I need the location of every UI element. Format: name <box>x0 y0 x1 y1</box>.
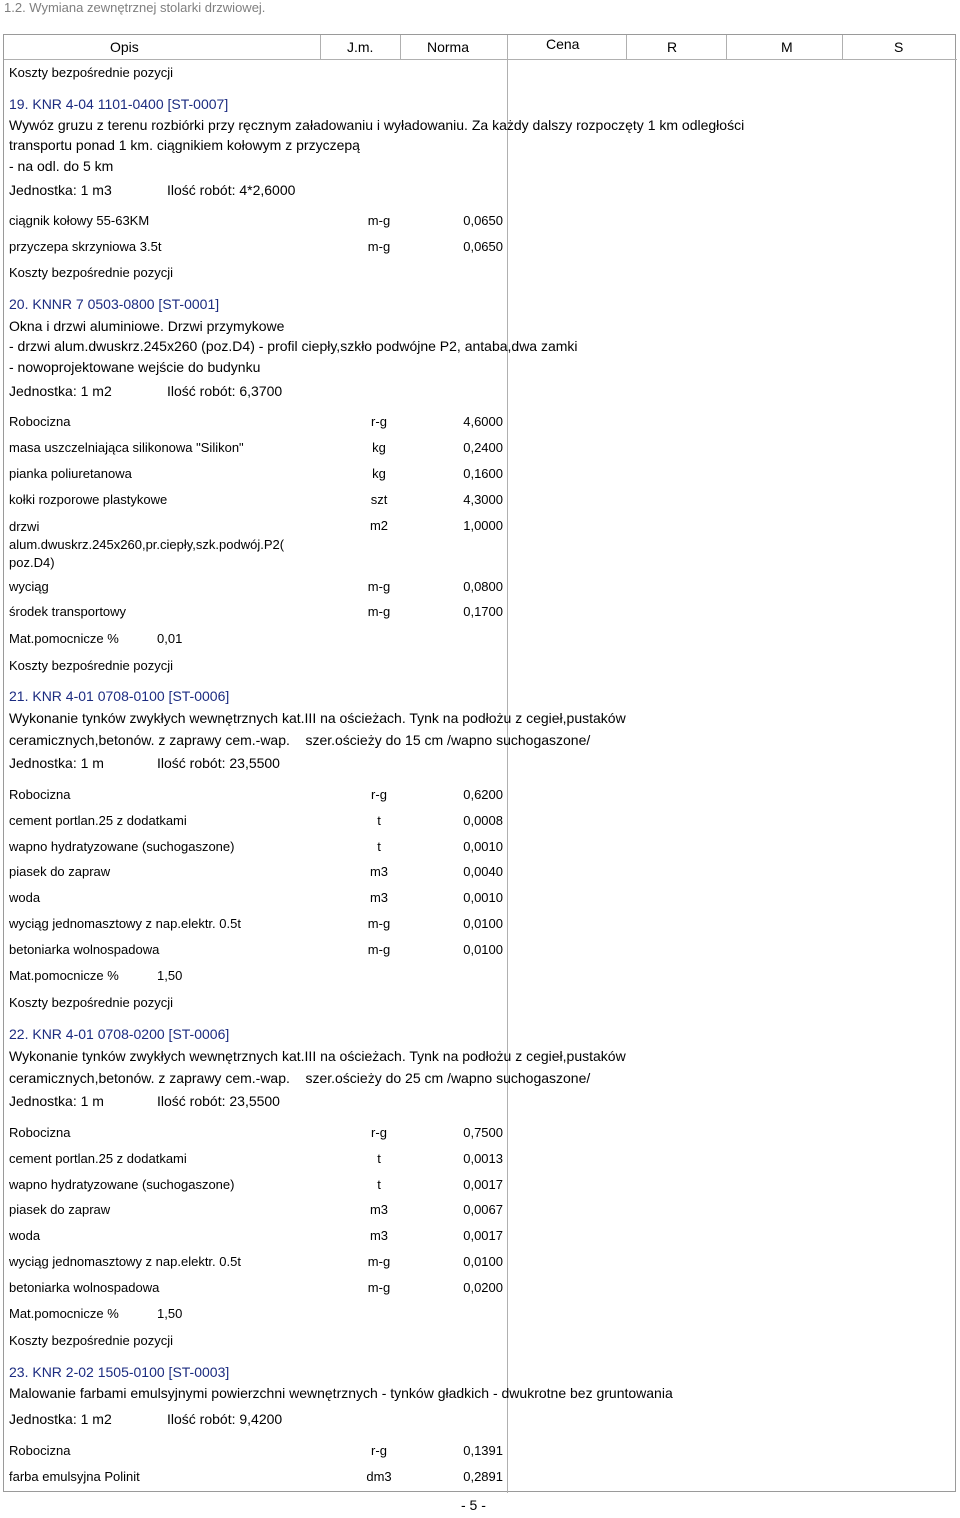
resource-name: piasek do zapraw <box>9 864 111 879</box>
header-rule <box>4 59 957 60</box>
direct-costs-label: Koszty bezpośrednie pozycji <box>9 265 174 280</box>
quantity-label: Ilość robót: 23,5500 <box>157 1093 280 1109</box>
resource-unit: m-g <box>367 1254 391 1269</box>
position-desc: transportu ponad 1 km. ciągnikiem kołowym z przyczepą <box>9 137 360 153</box>
resource-name: Robocizna <box>9 1125 71 1140</box>
position-desc: ceramicznych,betonów. z zaprawy cem.-wap. szer.ościeży do 15 cm /wapno suchogaszone/ <box>9 732 591 748</box>
resource-unit: r-g <box>371 414 387 429</box>
resource-norm: 0,0100 <box>463 942 503 957</box>
resource-name: wapno hydratyzowane (suchogaszone) <box>9 1177 235 1192</box>
resource-name: kołki rozporowe plastykowe <box>9 492 168 507</box>
position-desc: Malowanie farbami emulsyjnymi powierzchni wewnętrznych - tynków gładkich - dwukrotne bez gruntowania <box>9 1385 673 1401</box>
unit-label: Jednostka: 1 m <box>9 755 104 771</box>
resource-unit: m-g <box>367 579 391 594</box>
resource-unit: dm3 <box>366 1469 392 1484</box>
auxiliary-materials-label: Mat.pomocnicze % <box>9 968 119 983</box>
resource-unit: szt <box>370 492 388 507</box>
resource-unit: r-g <box>371 787 387 802</box>
quantity-label: Ilość robót: 4*2,6000 <box>167 182 296 198</box>
position-desc: Wywóz gruzu z terenu rozbiórki przy ręcznym załadowaniu i wyładowaniu. Za każdy dalszy rozpoczęty 1 km odległości <box>9 117 745 133</box>
unit-label: Jednostka: 1 m2 <box>9 383 112 399</box>
position-code: 22. KNR 4-01 0708-0200 [ST-0006] <box>9 1026 230 1042</box>
resource-norm: 0,0200 <box>463 1280 503 1295</box>
direct-costs-label: Koszty bezpośrednie pozycji <box>9 995 174 1010</box>
resource-norm: 0,0100 <box>463 1254 503 1269</box>
quantity-label: Ilość robót: 6,3700 <box>167 383 283 399</box>
resource-norm: 0,0650 <box>463 239 503 254</box>
position-desc: Okna i drzwi aluminiowe. Drzwi przymykowe <box>9 318 285 334</box>
resource-name: cement portlan.25 z dodatkami <box>9 813 187 828</box>
page-header-title: 1.2. Wymiana zewnętrznej stolarki drzwiowej. <box>4 0 266 15</box>
quantity-label: Ilość robót: 9,4200 <box>167 1411 283 1427</box>
direct-costs-label: Koszty bezpośrednie pozycji <box>9 1333 174 1348</box>
resource-norm: 0,1700 <box>463 604 503 619</box>
resource-unit: t <box>377 813 381 828</box>
col-m: M <box>781 39 793 55</box>
resource-unit: m3 <box>369 890 389 905</box>
resource-unit: m3 <box>369 1202 389 1217</box>
resource-unit: m-g <box>367 213 391 228</box>
col-sep <box>320 35 321 59</box>
position-desc: - na odl. do 5 km <box>9 158 114 174</box>
resource-name: pianka poliuretanowa <box>9 466 132 481</box>
col-opis: Opis <box>110 39 139 55</box>
col-sep <box>400 35 401 59</box>
resource-unit: m-g <box>367 239 391 254</box>
resource-unit: m-g <box>367 916 391 931</box>
resource-norm: 0,1391 <box>463 1443 503 1458</box>
resource-norm: 0,0013 <box>463 1151 503 1166</box>
resource-norm: 0,0010 <box>463 890 503 905</box>
resource-name: wyciąg jednomasztowy z nap.elektr. 0.5t <box>9 916 241 931</box>
col-sep <box>507 35 508 1493</box>
col-r: R <box>667 39 678 55</box>
position-desc: - nowoprojektowane wejście do budynku <box>9 359 261 375</box>
resource-norm: 4,3000 <box>463 492 503 507</box>
resource-name: przyczepa skrzyniowa 3.5t <box>9 239 162 254</box>
resource-norm: 0,0100 <box>463 916 503 931</box>
position-code: 20. KNNR 7 0503-0800 [ST-0001] <box>9 296 220 312</box>
col-jm: J.m. <box>347 39 374 55</box>
position-code: 19. KNR 4-04 1101-0400 [ST-0007] <box>9 96 229 112</box>
resource-name: masa uszczelniająca silikonowa "Silikon" <box>9 440 244 455</box>
resource-unit: m2 <box>369 518 389 533</box>
position-desc: Wykonanie tynków zwykłych wewnętrznych kat.III na ościeżach. Tynk na podłożu z cegieł,pustaków <box>9 1048 626 1064</box>
quantity-label: Ilość robót: 23,5500 <box>157 755 280 771</box>
unit-label: Jednostka: 1 m3 <box>9 182 112 198</box>
auxiliary-materials-label: Mat.pomocnicze % <box>9 631 119 646</box>
col-sep <box>842 35 843 59</box>
auxiliary-materials-label: Mat.pomocnicze % <box>9 1306 119 1321</box>
resource-norm: 0,0017 <box>463 1228 503 1243</box>
col-cena: Cena <box>546 36 580 52</box>
resource-name: wyciąg <box>9 579 49 594</box>
resource-name: piasek do zapraw <box>9 1202 111 1217</box>
unit-label: Jednostka: 1 m2 <box>9 1411 112 1427</box>
position-code: 21. KNR 4-01 0708-0100 [ST-0006] <box>9 688 230 704</box>
col-sep <box>726 35 727 59</box>
resource-unit: m-g <box>367 604 391 619</box>
resource-unit: kg <box>372 466 386 481</box>
resource-norm: 0,0010 <box>463 839 503 854</box>
resource-norm: 0,6200 <box>463 787 503 802</box>
resource-unit: t <box>377 1151 381 1166</box>
col-sep <box>626 35 627 59</box>
resource-norm: 0,2891 <box>463 1469 503 1484</box>
resource-unit: t <box>377 839 381 854</box>
resource-unit: r-g <box>371 1125 387 1140</box>
resource-norm: 0,2400 <box>463 440 503 455</box>
page-number: - 5 - <box>461 1497 486 1513</box>
resource-name: betoniarka wolnospadowa <box>9 942 160 957</box>
resource-norm: 1,0000 <box>463 518 503 533</box>
resource-name: farba emulsyjna Polinit <box>9 1469 140 1484</box>
resource-name: wapno hydratyzowane (suchogaszone) <box>9 839 235 854</box>
resource-unit: m-g <box>367 1280 391 1295</box>
resource-norm: 0,7500 <box>463 1125 503 1140</box>
resource-norm: 0,0650 <box>463 213 503 228</box>
col-s: S <box>894 39 904 55</box>
auxiliary-materials-value: 1,50 <box>157 1306 183 1321</box>
resource-name: Robocizna <box>9 787 71 802</box>
resource-name: wyciąg jednomasztowy z nap.elektr. 0.5t <box>9 1254 241 1269</box>
resource-name: Robocizna <box>9 414 71 429</box>
resource-unit: m3 <box>369 1228 389 1243</box>
resource-norm: 0,0040 <box>463 864 503 879</box>
col-norma: Norma <box>427 39 470 55</box>
resource-name: środek transportowy <box>9 604 127 619</box>
unit-label: Jednostka: 1 m <box>9 1093 104 1109</box>
position-desc: Wykonanie tynków zwykłych wewnętrznych kat.III na ościeżach. Tynk na podłożu z cegieł,pustaków <box>9 710 626 726</box>
resource-unit: r-g <box>371 1443 387 1458</box>
resource-norm: 0,0008 <box>463 813 503 828</box>
auxiliary-materials-value: 1,50 <box>157 968 183 983</box>
resource-norm: 0,0800 <box>463 579 503 594</box>
resource-name: woda <box>9 1228 41 1243</box>
resource-name: Robocizna <box>9 1443 71 1458</box>
position-desc: - drzwi alum.dwuskrz.245x260 (poz.D4) - profil ciepły,szkło podwójne P2, antaba,dwa zamki <box>9 338 578 354</box>
position-desc: ceramicznych,betonów. z zaprawy cem.-wap. szer.ościeży do 25 cm /wapno suchogaszone/ <box>9 1070 591 1086</box>
resource-norm: 0,1600 <box>463 466 503 481</box>
resource-norm: 0,0067 <box>463 1202 503 1217</box>
resource-unit: kg <box>372 440 386 455</box>
resource-norm: 4,6000 <box>463 414 503 429</box>
resource-unit: t <box>377 1177 381 1192</box>
resource-norm: 0,0017 <box>463 1177 503 1192</box>
auxiliary-materials-value: 0,01 <box>157 631 183 646</box>
resource-unit: m-g <box>367 942 391 957</box>
position-code: 23. KNR 2-02 1505-0100 [ST-0003] <box>9 1364 230 1380</box>
direct-costs-label: Koszty bezpośrednie pozycji <box>9 65 174 80</box>
direct-costs-label: Koszty bezpośrednie pozycji <box>9 658 174 673</box>
resource-name: cement portlan.25 z dodatkami <box>9 1151 187 1166</box>
resource-name: woda <box>9 890 41 905</box>
resource-name: drzwi alum.dwuskrz.245x260,pr.ciepły,szk.podwój.P2( poz.D4) <box>9 519 285 570</box>
resource-name: ciągnik kołowy 55-63KM <box>9 213 150 228</box>
resource-unit: m3 <box>369 864 389 879</box>
resource-name: betoniarka wolnospadowa <box>9 1280 160 1295</box>
